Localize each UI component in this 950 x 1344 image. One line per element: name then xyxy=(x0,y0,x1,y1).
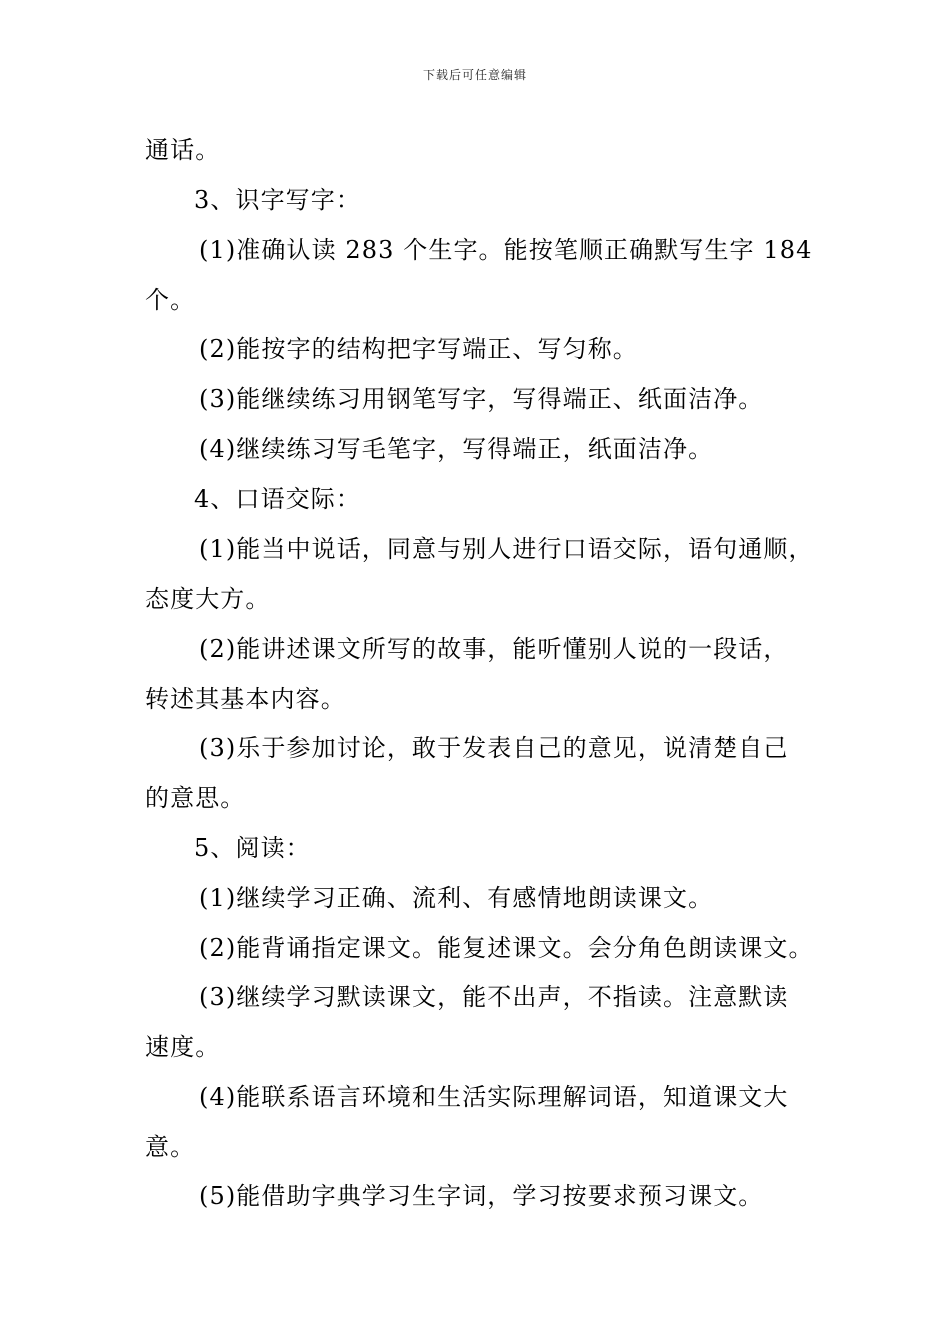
list-item-reading-4-cont: 意。 xyxy=(145,1133,196,1161)
list-item-literacy-2: (2)能按字的结构把字写端正、写匀称。 xyxy=(199,335,638,363)
section-heading-literacy: 3、识字写字： xyxy=(194,186,361,214)
list-item-oral-3: (3)乐于参加讨论，敢于发表自己的意见，说清楚自己 xyxy=(199,734,789,762)
list-item-oral-1-cont: 态度大方。 xyxy=(145,585,271,613)
list-item-literacy-3: (3)能继续练习用钢笔写字，写得端正、纸面洁净。 xyxy=(199,385,764,413)
text-line-continuation: 通话。 xyxy=(145,136,221,164)
list-item-reading-3-cont: 速度。 xyxy=(145,1033,221,1061)
list-item-oral-3-cont: 的意思。 xyxy=(145,784,246,812)
list-item-literacy-1: (1)准确认读 283 个生字。能按笔顺正确默写生字 184 xyxy=(199,236,813,264)
list-item-reading-3: (3)继续学习默读课文，能不出声，不指读。注意默读 xyxy=(199,983,789,1011)
list-item-oral-1: (1)能当中说话，同意与别人进行口语交际，语句通顺， xyxy=(199,535,814,563)
section-heading-reading: 5、阅读： xyxy=(194,834,311,862)
list-item-reading-1: (1)继续学习正确、流利、有感情地朗读课文。 xyxy=(199,884,714,912)
list-item-literacy-1-cont: 个。 xyxy=(145,286,196,314)
list-item-oral-2-cont: 转述其基本内容。 xyxy=(145,685,346,713)
section-heading-oral: 4、口语交际： xyxy=(194,485,361,513)
list-item-literacy-4: (4)继续练习写毛笔字，写得端正，纸面洁净。 xyxy=(199,435,714,463)
list-item-reading-4: (4)能联系语言环境和生活实际理解词语，知道课文大 xyxy=(199,1083,789,1111)
list-item-oral-2: (2)能讲述课文所写的故事，能听懂别人说的一段话， xyxy=(199,635,789,663)
list-item-reading-5: (5)能借助字典学习生字词，学习按要求预习课文。 xyxy=(199,1182,764,1210)
list-item-reading-2: (2)能背诵指定课文。能复述课文。会分角色朗读课文。 xyxy=(199,934,814,962)
page-header: 下载后可任意编辑 xyxy=(422,68,527,82)
